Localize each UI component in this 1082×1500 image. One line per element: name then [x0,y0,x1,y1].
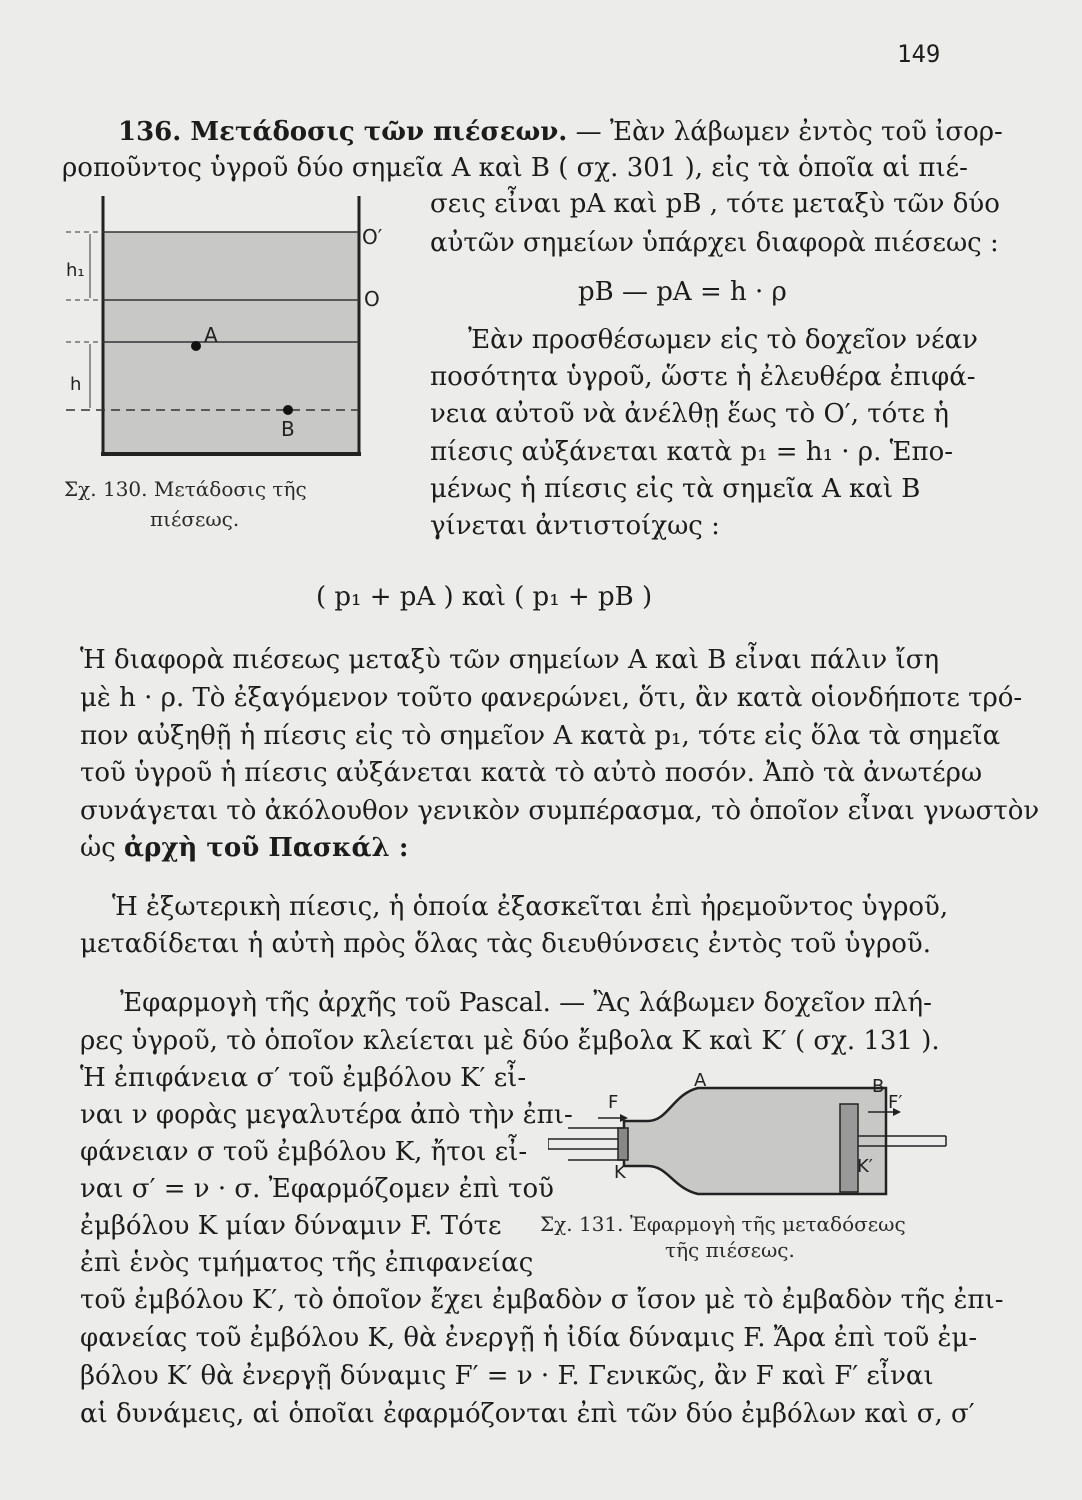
fig131-caption-2: τῆς πιέσεως. [665,1238,795,1262]
label-b: B [872,1076,885,1097]
formula-pressure-difference: pB — pA = h · ρ [578,277,787,307]
text-line: βόλου K′ θὰ ἐνεργῇ δύναμις F′ = ν · F. Γενικῶς, ἂν F καὶ F′ εἶναι [80,1361,934,1391]
piston-k [618,1128,628,1160]
text-line: συνάγεται τὸ ἀκόλουθον γενικὸν συμπέρασμα, τὸ ὁποῖον εἶναι γνωστὸν [80,796,1040,826]
label-k: K [614,1162,626,1183]
text-line: αὐτῶν σημείων ὑπάρχει διαφορὰ πιέσεως : [430,228,999,258]
label-f-prime: F′ [888,1092,903,1113]
text-line: πον αὐξηθῇ ἡ πίεσις εἰς τὸ σημεῖον A κατὰ p₁, τότε εἰς ὅλα τὰ σημεῖα [80,721,1001,751]
text-line: ἐμβόλου K μίαν δύναμιν F. Τότε [80,1211,502,1241]
text-line: Ἐφαρμογὴ τῆς ἀρχῆς τοῦ Pascal. — Ἂς λάβωμεν δοχεῖον πλή- [120,988,932,1018]
text-line: γίνεται ἀντιστοίχως : [430,511,720,541]
figure-131 [548,1066,948,1201]
label-h: h [70,374,82,395]
text-line: Ἐὰν προσθέσωμεν εἰς τὸ δοχεῖον νέαν [468,325,978,355]
text-line: νεια αὐτοῦ νὰ ἀνέλθῃ ἕως τὸ O′, τότε ἡ [430,399,949,429]
label-f: F [608,1092,619,1113]
pascal-principle-name: ἀρχὴ τοῦ Πασκάλ : [124,833,409,863]
text-line: ρες ὑγροῦ, τὸ ὁποῖον κλείεται μὲ δύο ἔμβολα K καὶ K′ ( σχ. 131 ). [80,1026,940,1056]
text-line [80,833,408,863]
text-line: τοῦ ὑγροῦ ἡ πίεσις αὐξάνεται κατὰ τὸ αὐτὸ ποσόν. Ἀπὸ τὰ ἀνωτέρω [80,758,983,788]
figure-130 [56,196,396,496]
fig131-caption-1: Σχ. 131. Ἐφαρμογὴ τῆς μεταδόσεως [540,1212,906,1236]
section-intro: — Ἐὰν λάβωμεν ἐντὸς τοῦ ἰσορ- [575,117,1003,147]
text-line: Ἡ ἐπιφάνεια σ′ τοῦ ἐμβόλου K′ εἶ- [80,1063,527,1093]
principle-line: Ἡ ἐξωτερικὴ πίεσις, ἡ ὁποία ἐξασκεῖται ἐπὶ ἠρεμοῦντος ὑγροῦ, [112,892,949,922]
text-line: μένως ἡ πίεσις εἰς τὰ σημεῖα A καὶ B [430,474,921,504]
text-line: ροποῦντος ὑγροῦ δύο σημεῖα A καὶ B ( σχ. 301 ), εἰς τὰ ὁποῖα αἱ πιέ- [62,153,968,183]
principle-line: μεταδίδεται ἡ αὐτὴ πρὸς ὅλας τὰς διευθύνσεις ἐντὸς τοῦ ὑγροῦ. [80,929,931,959]
section-title: 136. Μετάδοσις τῶν πιέσεων. [118,117,568,147]
label-a: A [694,1070,707,1091]
text-line: φανείας τοῦ ἐμβόλου K, θὰ ἐνεργῇ ἡ ἰδία δύναμις F. Ἄρα ἐπὶ τοῦ ἐμ- [80,1323,978,1353]
label-b: B [281,417,295,441]
label-o-prime: O′ [362,225,383,249]
formula-increased-pressures: ( p₁ + pA ) καὶ ( p₁ + pB ) [316,582,653,612]
text-line: φάνειαν σ τοῦ ἐμβόλου K, ἤτοι εἶ- [80,1137,528,1167]
text-line: σεις εἶναι pA καὶ pB , τότε μεταξὺ τῶν δύο [430,189,1000,219]
text-line: μὲ h · ρ. Τὸ ἐξαγόμενον τοῦτο φανερώνει, ὅτι, ἂν κατὰ οἱονδήποτε τρό- [80,683,1023,713]
text-line: πίεσις αὐξάνεται κατὰ p₁ = h₁ · ρ. Ἑπο- [430,437,954,467]
text-line: αἱ δυνάμεις, αἱ ὁποῖαι ἐφαρμόζονται ἐπὶ τῶν δύο ἐμβόλων καὶ σ, σ′ [80,1399,975,1429]
text-line: ποσότητα ὑγροῦ, ὥστε ἡ ἐλευθέρα ἐπιφά- [430,362,976,392]
text-line: ναι ν φορὰς μεγαλυτέρα ἀπὸ τὴν ἐπι- [80,1100,573,1130]
label-a: A [204,323,218,347]
text-line: Ἡ διαφορὰ πιέσεως μεταξὺ τῶν σημείων A καὶ B εἶναι πάλιν ἴση [80,645,940,675]
page-number: 149 [897,40,941,68]
fig130-caption-1: Σχ. 130. Μετάδοσις τῆς [64,477,307,501]
point-a [191,341,201,351]
label-h1: h₁ [66,260,85,281]
section-first-line [118,117,1003,147]
fig130-caption-2: πιέσεως. [150,507,240,531]
point-b [283,405,293,415]
label-o: O [364,287,380,311]
pascal-prefix: ὡς [80,833,125,863]
text-line: ἐπὶ ἑνὸς τμήματος τῆς ἐπιφανείας [80,1248,534,1278]
piston-k-prime [840,1104,858,1192]
text-line: ναι σ′ = ν · σ. Ἐφαρμόζομεν ἐπὶ τοῦ [80,1174,554,1204]
text-line: τοῦ ἐμβόλου K′, τὸ ὁποῖον ἔχει ἐμβαδὸν σ ἴσον μὲ τὸ ἐμβαδὸν τῆς ἐπι- [80,1285,1004,1315]
label-k-prime: K′ [857,1156,873,1177]
